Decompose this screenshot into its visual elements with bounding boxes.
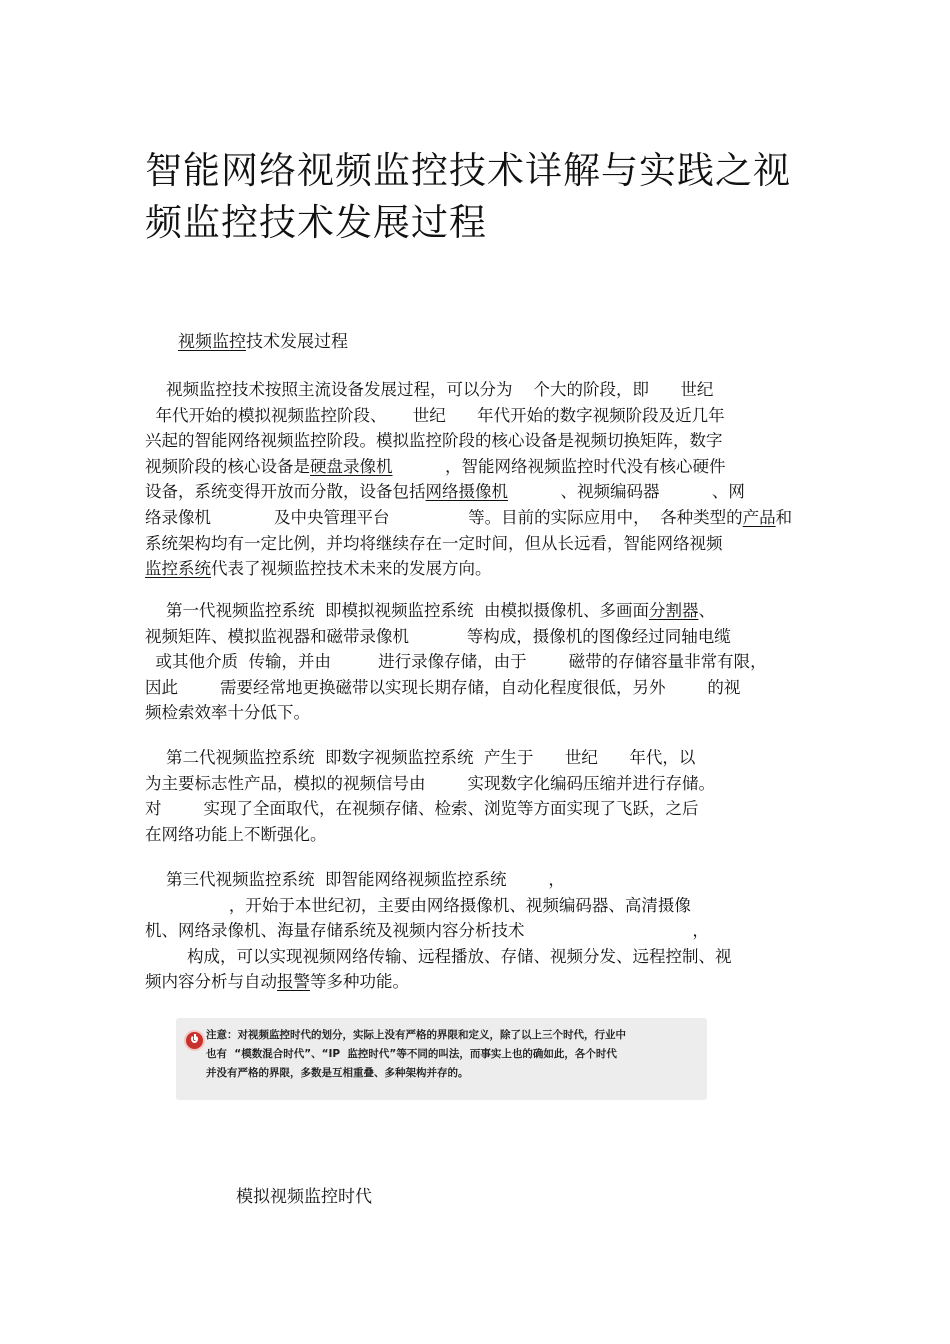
note-text — [206, 1026, 701, 1083]
notice-icon — [184, 1030, 205, 1051]
para-line: 为主要标志性产品，模拟的视频信号由 实现数字化编码压缩并进行存储。 — [145, 773, 715, 793]
para-line: 第二代视频监控系统 即数字视频监控系统 产生于 世纪 年代，以 — [145, 748, 696, 767]
link-product[interactable]: 产品 — [742, 507, 776, 527]
para-line: 视频阶段的核心设备是硬盘录像机 ，智能网络视频监控时代没有核心硬件 — [145, 456, 726, 476]
para-line: 第三代视频监控系统 即智能网络视频监控系统 ， — [145, 870, 565, 889]
para-line: 络录像机 及中央管理平台 等。目前的实际应用中， 各种类型的产品和 — [145, 507, 793, 527]
link-video-surveillance[interactable]: 视频监控 — [178, 332, 246, 352]
para-line: 视频监控技术按照主流设备发展过程，可以分为 个大的阶段，即 世纪 — [145, 380, 714, 399]
para-line: 机、网络录像机、海量存储系统及视频内容分析技术 ， — [145, 921, 709, 941]
paragraph-third-gen — [145, 867, 810, 995]
link-splitter[interactable]: 分割器 — [648, 601, 699, 620]
paragraph-intro — [145, 377, 810, 582]
note-line: 也有 “模数混合时代”、“IP 监控时代”等不同的叫法，而事实上也的确如此，各个时代 — [206, 1048, 617, 1060]
para-line: 系统架构均有一定比例，并均将继续存在一定时间，但从长远看，智能网络视频 — [145, 533, 723, 553]
paragraph-first-gen — [145, 598, 810, 726]
heading-text: 技术发展过程 — [246, 332, 348, 352]
para-line: 年代开始的模拟视频监控阶段、 世纪 年代开始的数字视频阶段及近几年 — [145, 405, 725, 425]
para-line: 构成，可以实现视频网络传输、远程播放、存储、视频分发、远程控制、视 — [145, 946, 732, 966]
title-line-2: 频监控技术发展过程 — [145, 201, 487, 244]
note-box — [176, 1018, 707, 1100]
para-line: 在网络功能上不断强化。 — [145, 824, 327, 844]
para-line: 兴起的智能网络视频监控阶段。模拟监控阶段的核心设备是视频切换矩阵，数字 — [145, 431, 723, 451]
para-line: 或其他介质 传输，并由 进行录像存储，由于 磁带的存储容量非常有限， — [145, 652, 767, 672]
link-surveillance-system[interactable]: 监控系统 — [145, 559, 211, 579]
note-line: 注意：对视频监控时代的划分，实际上没有严格的界限和定义，除了以上三个时代，行业中 — [206, 1029, 626, 1041]
para-line: 频内容分析与自动报警等多种功能。 — [145, 972, 409, 992]
link-alarm[interactable]: 报警 — [277, 972, 310, 992]
note-line: 并没有严格的界限，多数是互相重叠、多种架构并存的。 — [206, 1067, 469, 1079]
para-line: ，开始于本世纪初，主要由网络摄像机、视频编码器、高清摄像 — [145, 895, 691, 915]
document-title — [145, 145, 825, 249]
para-line: 监控系统代表了视频监控技术未来的发展方向。 — [145, 559, 492, 579]
para-line: 因此 需要经常地更换磁带以实现长期存储，自动化程度很低，另外 的视 — [145, 677, 741, 697]
para-line: 第一代视频监控系统 即模拟视频监控系统 由模拟摄像机、多画面分割器、 — [145, 601, 715, 620]
para-line: 设备，系统变得开放而分散，设备包括网络摄像机 、视频编码器 、网 — [145, 482, 745, 502]
paragraph-second-gen — [145, 745, 810, 847]
section-heading — [178, 330, 348, 354]
para-line: 频检索效率十分低下。 — [145, 703, 310, 723]
link-ip-camera[interactable]: 网络摄像机 — [425, 482, 508, 502]
link-dvr[interactable]: 硬盘录像机 — [310, 456, 393, 476]
title-line-1: 智能网络视频监控技术详解与实践之视 — [145, 149, 791, 192]
para-line: 视频矩阵、模拟监视器和磁带录像机 等构成，摄像机的图像经过同轴电缆 — [145, 626, 731, 646]
para-line: 对 实现了全面取代，在视频存储、检索、浏览等方面实现了飞跃，之后 — [145, 799, 699, 819]
section-heading-analog: 模拟视频监控时代 — [236, 1187, 372, 1207]
